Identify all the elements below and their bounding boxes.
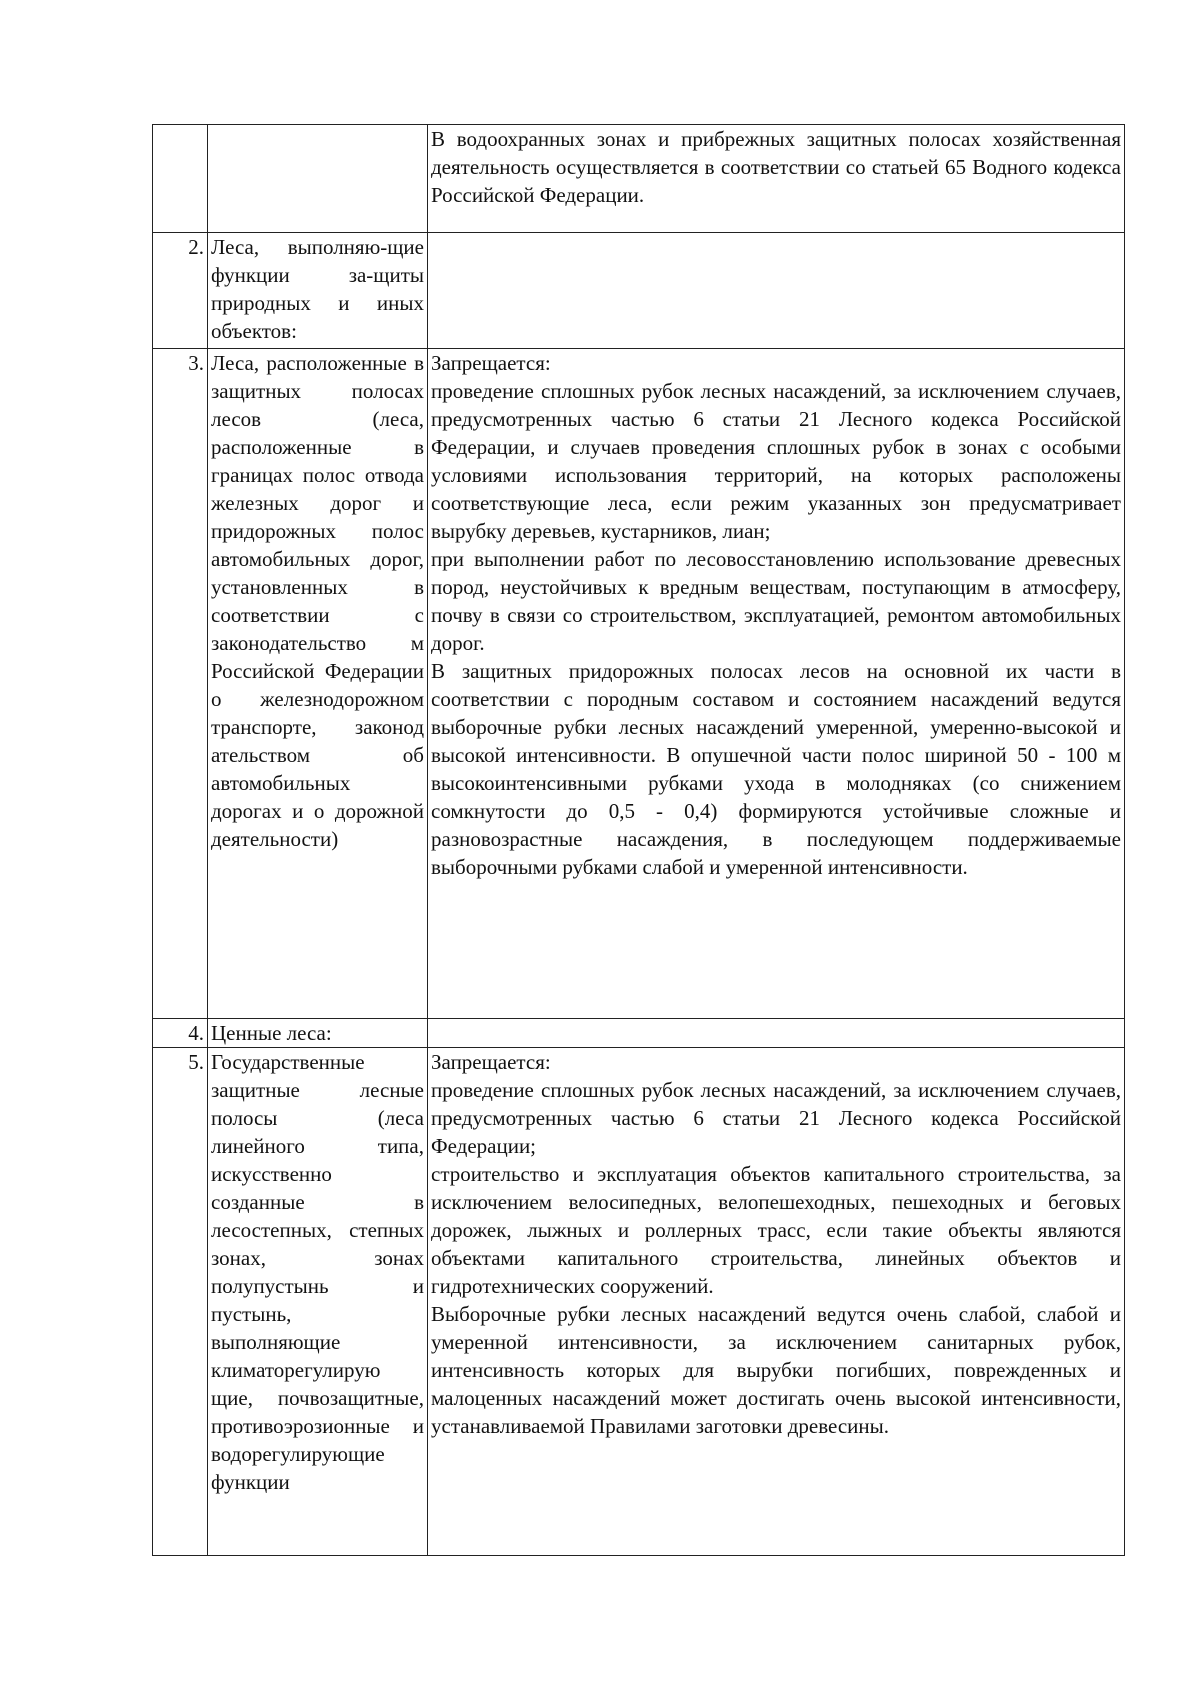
- forest-regulations-table: [152, 124, 1125, 1556]
- table-row: [153, 1019, 1125, 1048]
- forest-category: Ценные леса:: [208, 1019, 428, 1048]
- regime-paragraph: В защитных придорожных полосах лесов на основной их части в соответствии с породным составом и состоянием насаждений ведутся выборочные рубки лесных насаждений умеренной, умеренно-высокой и высокой интенсивности. В опушечной части полос шириной 50 - 100 м высокоинтенсивными рубками ухода в молодняках (со снижением сомкнутости до 0,5 - 0,4) формируются устойчивые сложные и разновозрастные насаждения, в последующем поддерживаемые выборочными рубками слабой и умеренной интенсивности.: [431, 659, 1121, 879]
- table-row: [153, 349, 1125, 1019]
- regime-paragraph: при выполнении работ по лесовосстановлению использование древесных пород, неустойчивых к вредным веществам, поступающим в атмосферу, почву в связи со строительством, эксплуатацией, ремонтом автомобильных дорог.: [431, 547, 1121, 655]
- row-number: 5.: [153, 1048, 208, 1556]
- regime-paragraph: проведение сплошных рубок лесных насаждений, за исключением случаев, предусмотренных частью 6 статьи 21 Лесного кодекса Российской Федерации;: [431, 1078, 1121, 1158]
- regime-paragraph: В водоохранных зонах и прибрежных защитных полосах хозяйственная деятельность осуществляется в соответствии со статьей 65 Водного кодекса Российской Федерации.: [431, 127, 1121, 207]
- row-number: 3.: [153, 349, 208, 1019]
- table-row: [153, 1048, 1125, 1556]
- row-number: 2.: [153, 233, 208, 349]
- regime-cell: [428, 1019, 1125, 1048]
- regime-paragraph: Выборочные рубки лесных насаждений ведутся очень слабой, слабой и умеренной интенсивности, за исключением санитарных рубок, интенсивность которых для вырубки погибших, поврежденных и малоценных насаждений может достигать очень высокой интенсивности, устанавливаемой Правилами заготовки древесины.: [431, 1302, 1121, 1438]
- regime-cell: [428, 233, 1125, 349]
- forest-category: Леса, расположенные в защитных полосах лесов (леса, расположенные в границах полос отвода железных дорог и придорожных полос автомобильных дорог, установленных в соответствии с законодательство м Российской Федерации о железнодорожном транспорте, законод ательством об автомобильных дорогах и о дорожной деятельности): [208, 349, 428, 1019]
- regime-paragraph: Запрещается:: [431, 351, 551, 375]
- regime-paragraph: строительство и эксплуатация объектов капитального строительства, за исключением велосипедных, велопешеходных, пешеходных и беговых дорожек, лыжных и роллерных трасс, если такие объекты являются объектами капитального строительства, линейных объектов и гидротехнических сооружений.: [431, 1162, 1121, 1298]
- forest-category: Государственные защитные лесные полосы (леса линейного типа, искусственно созданные в лесостепных, степных зонах, зонах полупустынь и пустынь, выполняющие климаторегулирую щие, почвозащитные, противоэрозионные и водорегулирующие функции: [208, 1048, 428, 1556]
- regime-cell: [428, 125, 1125, 233]
- regime-cell: [428, 1048, 1125, 1556]
- forest-category: Леса, выполняю-щие функции за-щиты природных и иных объектов:: [208, 233, 428, 349]
- table-row: [153, 233, 1125, 349]
- table-row: [153, 125, 1125, 233]
- regime-paragraph: Запрещается:: [431, 1050, 551, 1074]
- row-number: 4.: [153, 1019, 208, 1048]
- forest-category: [208, 125, 428, 233]
- row-number: [153, 125, 208, 233]
- regime-paragraph: проведение сплошных рубок лесных насаждений, за исключением случаев, предусмотренных частью 6 статьи 21 Лесного кодекса Российской Федерации, и случаев проведения сплошных рубок в зонах с особыми условиями использования территорий, на которых расположены соответствующие леса, если режим указанных зон предусматривает вырубку деревьев, кустарников, лиан;: [431, 379, 1121, 543]
- regime-cell: [428, 349, 1125, 1019]
